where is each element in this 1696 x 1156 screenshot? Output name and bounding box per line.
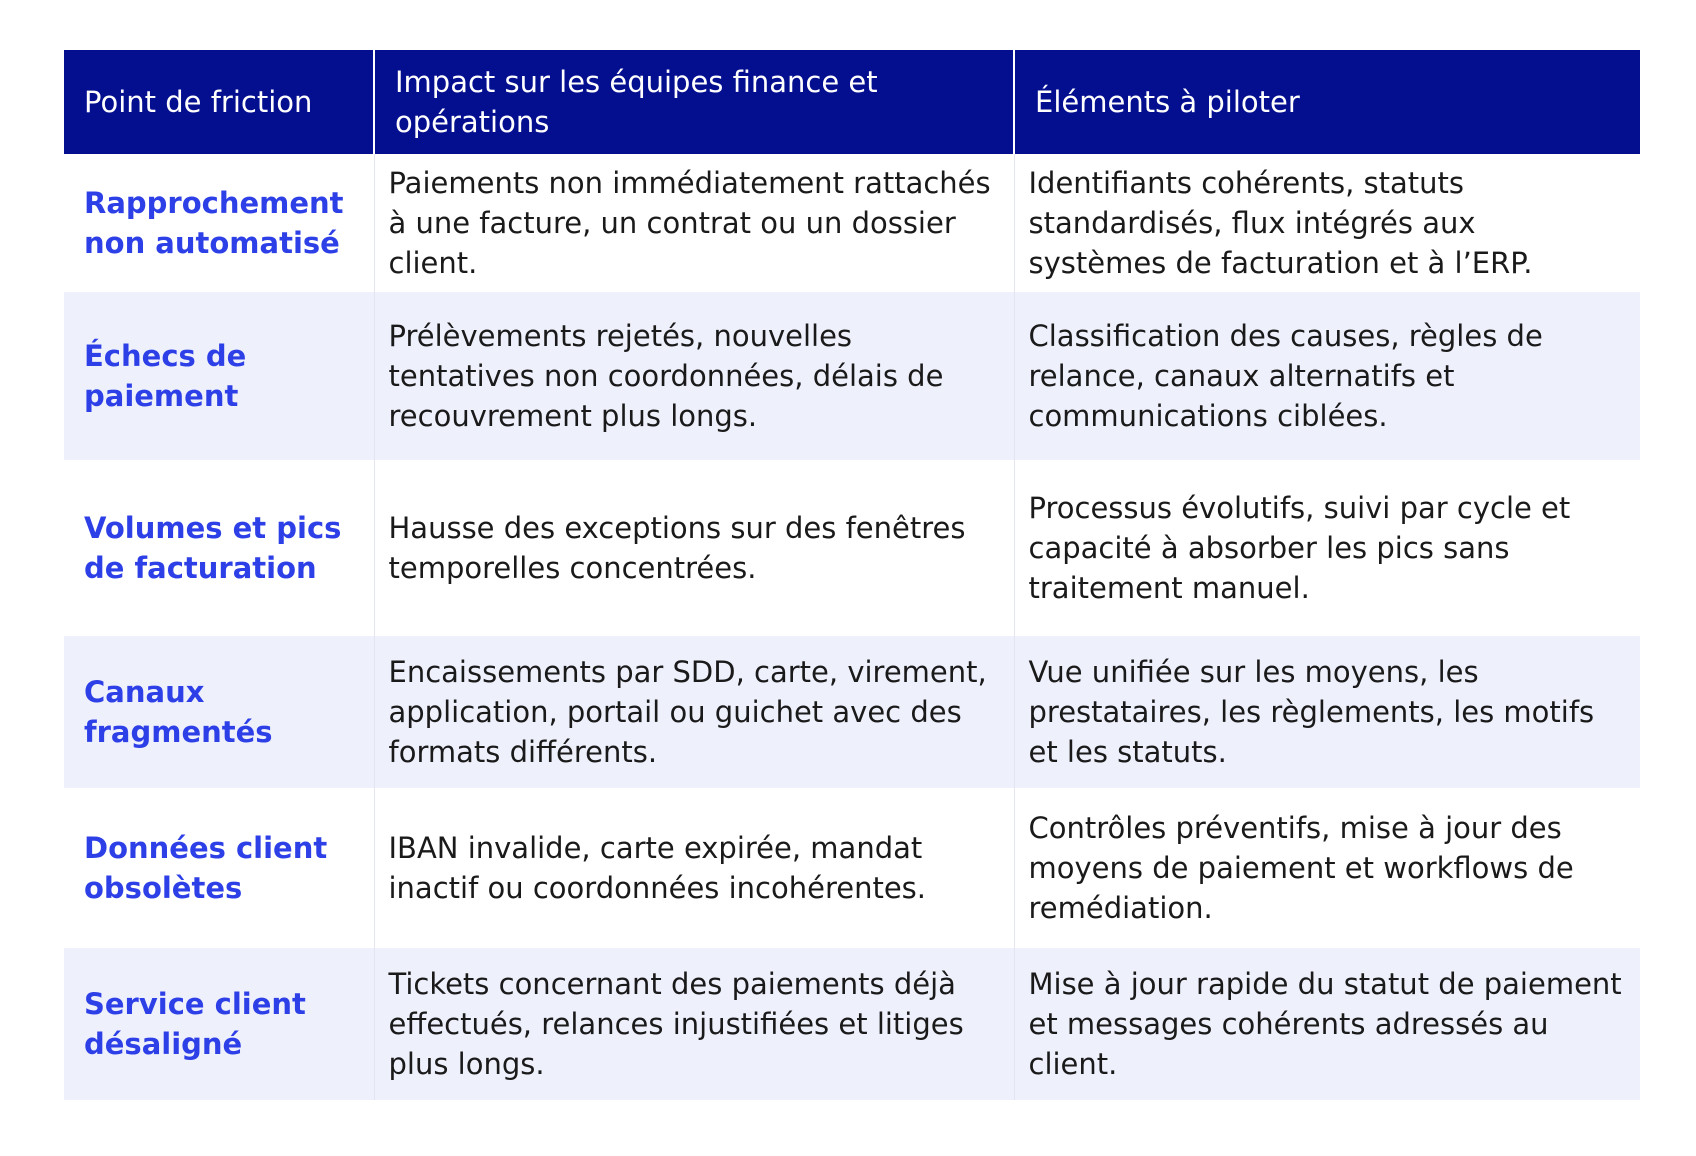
table-row (64, 788, 1640, 948)
table-row (64, 292, 1640, 460)
impact-cell: Paiements non immédiatement rattachés à une facture, un contrat ou un dossier client. (374, 154, 1014, 292)
friction-cell: Canaux fragmentés (64, 636, 374, 788)
table-row (64, 636, 1640, 788)
friction-table-container (64, 50, 1640, 1100)
friction-cell: Volumes et pics de facturation (64, 460, 374, 636)
table-header-row (64, 50, 1640, 154)
impact-cell: Tickets concernant des paiements déjà effectués, relances injustifiées et litiges plus longs. (374, 948, 1014, 1100)
pilot-cell: Contrôles préventifs, mise à jour des moyens de paiement et workflows de remédiation. (1028, 811, 1574, 925)
friction-cell: Données client obsolètes (64, 788, 374, 948)
header-impact: Impact sur les équipes finance et opérations (374, 50, 1014, 154)
impact-cell: IBAN invalide, carte expirée, mandat inactif ou coordonnées incohérentes. (374, 788, 1014, 948)
friction-cell: Service client désaligné (64, 948, 374, 1100)
pilot-cell: Identifiants cohérents, statuts standardisés, flux intégrés aux systèmes de facturation et à l’ERP. (1028, 166, 1533, 280)
friction-table (64, 50, 1640, 1100)
friction-cell: Échecs de paiement (64, 292, 374, 460)
impact-cell: Prélèvements rejetés, nouvelles tentatives non coordonnées, délais de recouvrement plus longs. (374, 292, 1014, 460)
header-pilot: Éléments à piloter (1014, 50, 1640, 154)
table-row (64, 460, 1640, 636)
pilot-cell: Classification des causes, règles de relance, canaux alternatifs et communications ciblées. (1014, 292, 1640, 460)
pilot-cell: Vue unifiée sur les moyens, les prestataires, les règlements, les motifs et les statuts. (1014, 636, 1640, 788)
friction-cell: Rapprochement non automatisé (64, 154, 374, 292)
header-friction: Point de friction (64, 50, 374, 154)
impact-cell: Encaissements par SDD, carte, virement, application, portail ou guichet avec des formats différents. (374, 636, 1014, 788)
table-row (64, 948, 1640, 1100)
impact-cell: Hausse des exceptions sur des fenêtres temporelles concentrées. (374, 460, 1014, 636)
table-row (64, 154, 1640, 292)
pilot-cell: Mise à jour rapide du statut de paiement et messages cohérents adressés au client. (1014, 948, 1640, 1100)
pilot-cell: Processus évolutifs, suivi par cycle et capacité à absorber les pics sans traitement manuel. (1028, 491, 1571, 605)
